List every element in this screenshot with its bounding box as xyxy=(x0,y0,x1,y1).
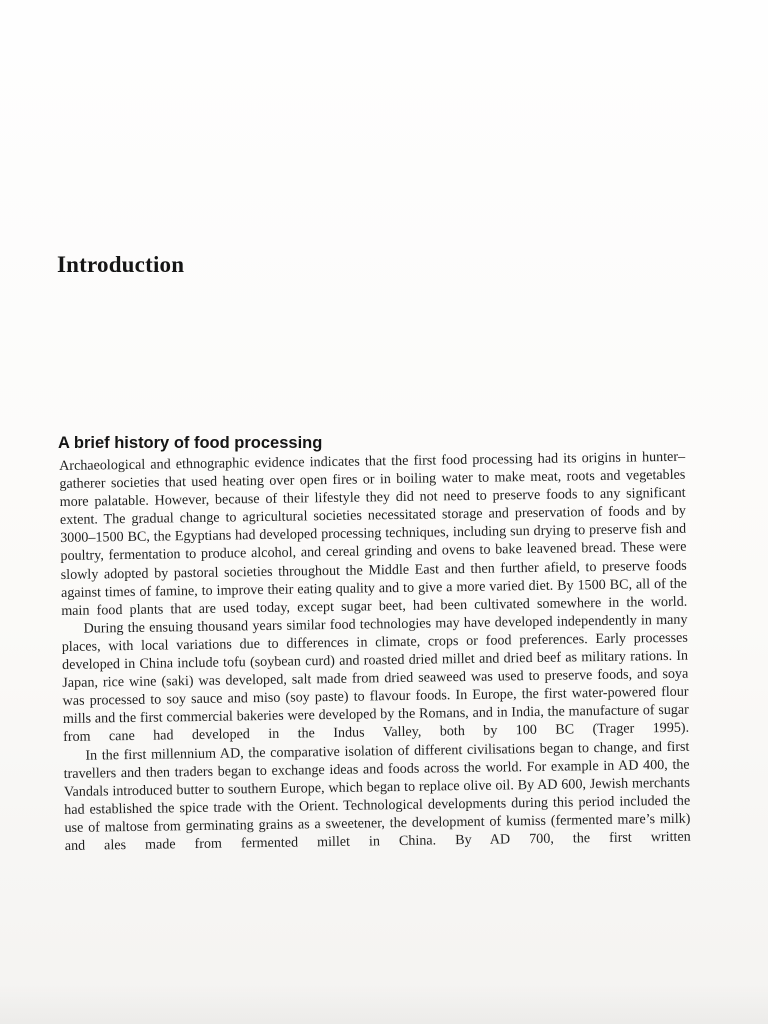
page-edge-shadow xyxy=(0,984,768,1024)
chapter-title: Introduction xyxy=(57,252,185,277)
paragraph: In the first millennium AD, the comparative isolation of different civilisations began to change, and first travellers and then traders began to exchange ideas and foods across the world. For example in AD 400, the Vandals introduced butter to southern Europe, which began to replace olive oil. By AD 600, Jewish merchants had established the spice trade with the Orient. Technological developments during this period included the use of maltose from germinating grains as a sweetener, the development of kumiss (fermented mare’s milk) and ales made from fermented millet in China. By AD 700, the first written xyxy=(63,738,691,854)
paragraph: During the ensuing thousand years similar food technologies may have developed independently in many places, with local variations due to differences in climate, crops or food preferences. Early processes developed in China include tofu (soybean curd) and roasted dried millet and dried beef as military rations. In Japan, rice wine (saki) was developed, salt made from dried seaweed was used to preserve foods, and soya was processed to soy sauce and miso (soy paste) to flavour foods. In Europe, the first water-powered flour mills and the first commercial bakeries were developed by the Romans, and in India, the manufacture of sugar from cane had developed in the Indus Valley, both by 100 BC (Trager 1995). xyxy=(61,611,690,746)
body-text xyxy=(59,448,691,855)
section-heading: A brief history of food processing xyxy=(58,434,323,452)
paragraph: Archaeological and ethnographic evidence indicates that the first food processing had its origins in hunter–gatherer societies that used heating over open fires or in boiling water to make meat, roots and vegetables more palatable. However, because of their lifestyle they did not need to preserve foods to any significant extent. The gradual change to agricultural societies necessitated storage and preservation of foods and by 3000–1500 BC, the Egyptians had developed processing techniques, including sun drying to preserve fish and poultry, fermentation to produce alcohol, and cereal grinding and ovens to bake leavened bread. These were slowly adopted by pastoral societies throughout the Middle East and then further afield, to preserve foods against times of famine, to improve their eating quality and to give a more varied diet. By 1500 BC, all of the main food plants that are used today, except sugar beet, had been cultivated somewhere in the world. xyxy=(59,448,688,619)
